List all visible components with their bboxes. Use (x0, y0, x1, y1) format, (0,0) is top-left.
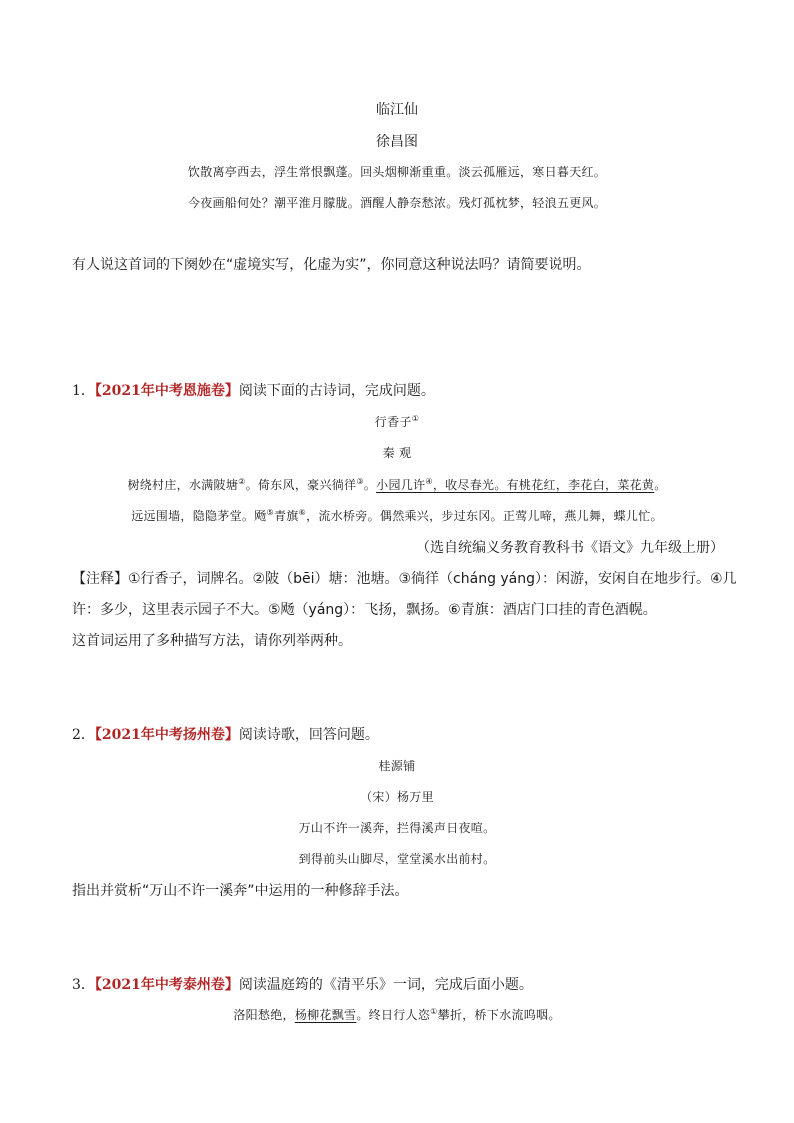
question-2-header (72, 728, 379, 742)
poem-line-2: 到得前头山脚尽，堂堂溪水出前村。 (298, 852, 496, 866)
poem-text: 树绕村庄，水满陂塘 (127, 478, 239, 492)
question-text: 这首词运用了多种描写方法，请你列举两种。 (72, 633, 352, 649)
poem-text: 远远围墙，隐隐茅堂。飏 (131, 509, 267, 523)
footnote-marker: ⑥ (298, 508, 307, 517)
source-tag: 【2021年中考泰州卷】 (94, 977, 239, 993)
poem-author: （宋）杨万里 (360, 790, 434, 804)
poem-text: 小园几许 (376, 478, 426, 492)
poem-line-1 (0, 479, 794, 491)
question-prompt: 阅读温庭筠的《清平乐》一词，完成后面小题。 (238, 977, 533, 993)
footnote-marker: ① (430, 1007, 438, 1016)
question-text: 有人说这首词的下阕妙在“虚境实写，化虚为实”，你同意这种说法吗？请简要说明。 (72, 257, 591, 273)
footnote-marker: ⑤ (266, 508, 274, 517)
source-tag: 【2021年中考扬州卷】 (94, 727, 239, 743)
annotation-line-2: 许：多少，这里表示园子不大。⑤飏（yáng）：飞扬，飘扬。⑥青旗：酒店门口挂的青色酒幌。 (72, 602, 657, 618)
underlined-text: 杨柳花飘雪 (294, 1008, 357, 1022)
poem-text: ，收尽春光。有桃花红，李花白，菜花黄 (432, 478, 655, 492)
poem-line-2 (0, 510, 794, 522)
poem-line-2: 今夜画船何处？潮平淮月朦胧。酒醒人静奈愁浓。残灯孤枕梦，轻浪五更风。 (187, 196, 607, 210)
poem-text: ，流水桥旁。偶然乘兴，步过东冈。正莺儿啼，燕儿舞，蝶儿忙。 (306, 509, 663, 523)
question-prompt: 阅读下面的古诗词，完成问题。 (238, 383, 435, 399)
footnote-marker: ① (411, 414, 420, 423)
question-number: 3． (72, 977, 95, 993)
poem-author: 徐昌图 (376, 134, 418, 150)
poem-text: 攀折，桥下水流呜咽。 (437, 1008, 561, 1022)
poem-title: 桂源铺 (378, 759, 416, 773)
poem-text: 。终日行人恣 (356, 1008, 431, 1022)
poem-line-1: 万山不许一溪奔，拦得溪声日夜喧。 (298, 821, 496, 835)
poem-text: 。倚东风，豪兴徜徉 (245, 478, 357, 492)
source-tag: 【2021年中考恩施卷】 (94, 383, 239, 399)
question-text: 指出并赏析“万山不许一溪奔”中运用的一种修辞手法。 (72, 883, 409, 899)
poem-title (0, 416, 794, 428)
footnote-marker: ② (238, 477, 246, 486)
poem-title: 临江仙 (376, 102, 418, 118)
footnote-marker: ③ (356, 477, 364, 486)
poem-author: 秦 观 (382, 446, 412, 460)
footnote-marker: ④ (425, 477, 433, 486)
poem-line-1: 饮散离亭西去，浮生常恨飘蓬。回头烟柳渐重重。淡云孤雁远，寒日暮天红。 (187, 165, 607, 179)
question-prompt: 阅读诗歌，回答问题。 (238, 727, 379, 743)
poem-text: 。 (363, 478, 377, 492)
question-number: 2． (72, 727, 95, 743)
poem-text: 。 (654, 478, 667, 492)
poem-title-text: 行香子 (374, 415, 412, 429)
poem-line-1 (0, 1009, 794, 1021)
annotation-line-1: 【注释】①行香子，词牌名。②陂（bēi）塘：池塘。③徜徉（cháng yáng）：闲游，安闲自在地步行。④几 (72, 571, 737, 587)
poem-source: （选自统编义务教育教科书《语文》九年级上册） (416, 540, 724, 556)
poem-text: 洛阳愁绝， (233, 1008, 295, 1022)
question-3-header (72, 978, 533, 992)
question-1-header (72, 384, 435, 398)
question-number: 1． (72, 383, 95, 399)
poem-text: 青旗 (274, 509, 299, 523)
underlined-text (376, 478, 654, 492)
